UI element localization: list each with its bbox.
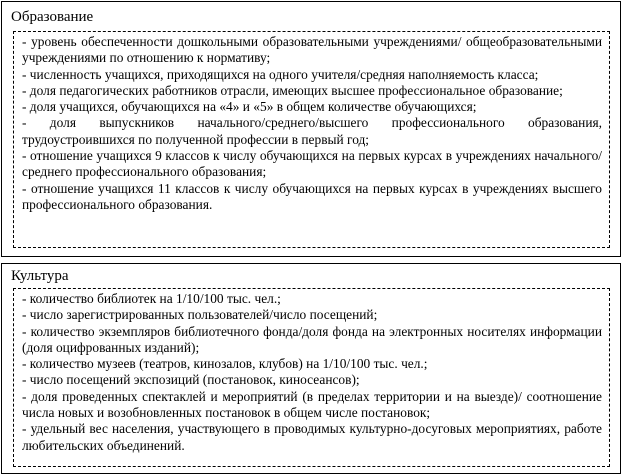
education-title: Образование [11, 9, 94, 25]
list-item: - уровень обеспеченности дошкольными образовательными учреждениями/ общеобразовательными учреждениями по отношению к нормативу; [22, 34, 602, 66]
list-item: - число посещений экспозиций (постановок, киносеансов); [22, 372, 360, 388]
list-item: - количество экземпляров библиотечного фонда/доля фонда на электронных носителях информации (доля оцифрованных изданий); [22, 323, 602, 355]
list-item: - отношение учащихся 11 классов к числу обучающихся на первых курсах в учреждениях высшего профессионального образования. [22, 180, 602, 212]
culture-section [1, 263, 621, 474]
list-item: - доля учащихся, обучающихся на «4» и «5» в общем количестве обучающихся; [22, 99, 477, 115]
list-item: - количество музеев (театров, кинозалов, клубов) на 1/10/100 тыс. чел.; [22, 356, 428, 372]
culture-title: Культура [11, 268, 69, 284]
list-item: - доля педагогических работников отрасли, имеющих высшее профессиональное образование; [22, 82, 563, 98]
list-item: - численность учащихся, приходящихся на одного учителя/средняя наполняемость класса; [22, 66, 539, 82]
list-item: - удельный вес населения, участвующего в проводимых культурно-досуговых мероприятиях, работе любительских объединений. [22, 421, 602, 453]
list-item: - доля выпускников начального/среднего/высшего профессионального образования, трудоустроившихся по полученной профессии в первый год; [22, 115, 602, 147]
list-item: - количество библиотек на 1/10/100 тыс. чел.; [22, 291, 281, 306]
list-item: - число зарегистрированных пользователей/число посещений; [22, 307, 378, 323]
education-section [1, 1, 621, 257]
list-item: - отношение учащихся 9 классов к числу обучающихся на первых курсах в учреждениях начального/среднего профессионального образования; [22, 148, 602, 180]
list-item: - доля проведенных спектаклей и мероприятий (в пределах территории и на выезде)/ соотношение числа новых и возобновленных постановок в общем числе постановок; [22, 388, 602, 421]
education-indicators-box [13, 31, 610, 248]
culture-indicators-box [13, 288, 610, 467]
